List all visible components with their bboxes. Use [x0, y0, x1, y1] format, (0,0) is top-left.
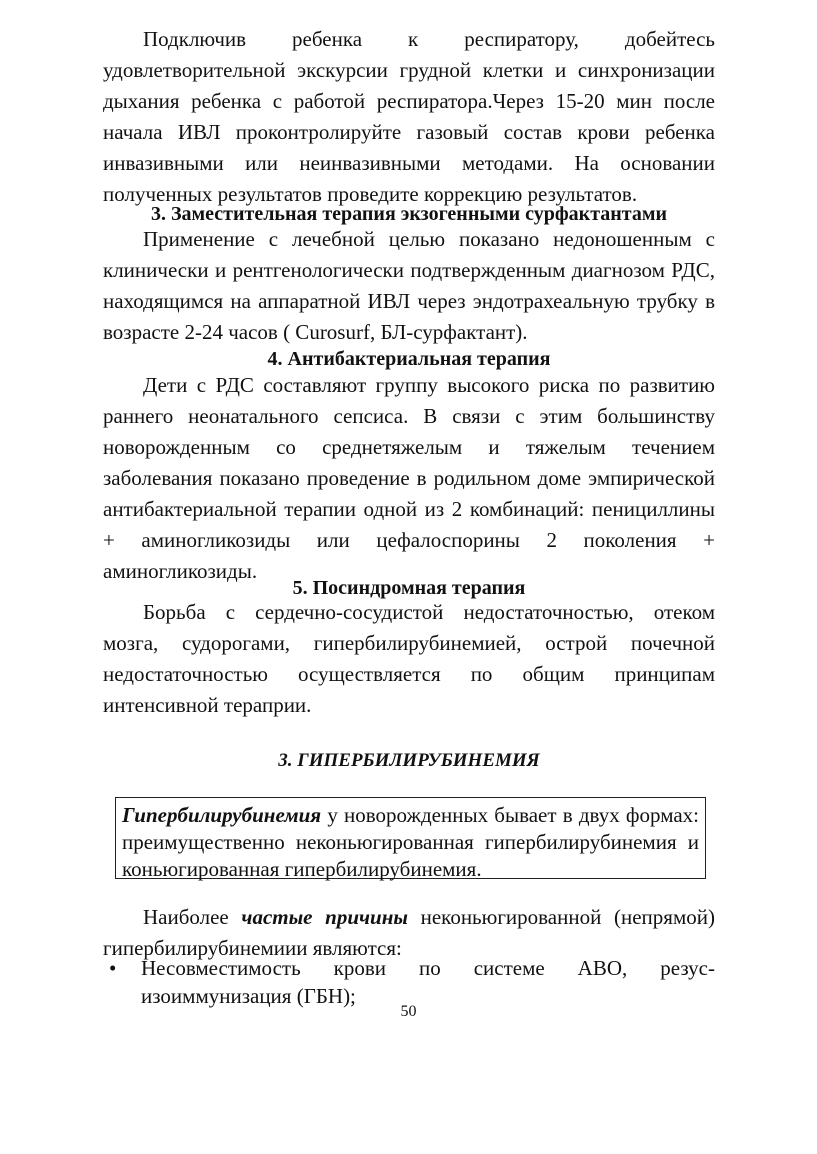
- page-number: 50: [400, 1003, 417, 1020]
- causes-emphasis: частые причины: [241, 905, 408, 929]
- section-heading-surfactant: 3. Заместительная терапия экзогенными сурфактантами: [150, 203, 668, 225]
- intro-paragraph: Подключив ребенка к респиратору, добейтесь удовлетворительной экскурсии грудной клетки и синхронизации дыхания ребенка с работой респиратора.Через 15-20 мин после начала ИВЛ проконтролируйте газовый состав крови ребенка инвазивными или неинвазивными методами. На основании полученных результатов проведите коррекцию результатов.: [103, 27, 715, 206]
- chapter-title: 3. ГИПЕРБИЛИРУБИНЕМИЯ: [278, 750, 540, 771]
- causes-rest: неконьюгированной (непрямой) гипербилирубинемиии являются:: [103, 905, 715, 960]
- bullet-marker: •: [109, 956, 117, 980]
- section-paragraph-surfactant: Применение с лечебной целью показано недоношенным с клинически и рентгенологически подтвержденным диагнозом РДС, находящимся на аппаратной ИВЛ через эндотрахеальную трубку в возрасте 2-24 часов ( Curosurf, БЛ-сурфактант).: [103, 227, 715, 344]
- section-heading-syndromic: 5. Посиндромная терапия: [292, 577, 526, 599]
- definition-body: у новорожденных бывает в двух формах: преимущественно неконьюгированная гипербилирубинемия и коньюгированная гипербилирубинемия.: [122, 803, 699, 881]
- definition-box: [115, 797, 706, 879]
- section-paragraph-syndromic: Борьба с сердечно-сосудистой недостаточностью, отеком мозга, судорогами, гипербилирубинемией, острой почечной недостаточностью осуществляется по общим принципам интенсивной тераприи.: [103, 600, 715, 717]
- section-paragraph-antibacterial: Дети с РДС составляют группу высокого риска по развитию раннего неонатального сепсиса. В связи с этим большинству новорожденным со среднетяжелым и тяжелым течением заболевания показано проведение в родильном доме эмпирической антибактериальной терапии одной из 2 комбинаций: пенициллины + аминогликозиды или цефалоспорины 2 поколения + аминогликозиды.: [103, 373, 715, 583]
- bullet-text: Несовместимость крови по системе АВО, резус-изоиммунизация (ГБН);: [141, 956, 715, 1008]
- list-item: [103, 954, 715, 1010]
- causes-lead: Наиболее: [143, 905, 242, 929]
- definition-term: Гипербилирубинемия: [122, 803, 322, 827]
- definition-text: [122, 802, 699, 883]
- section-heading-antibacterial: 4. Антибактериальная терапия: [267, 348, 551, 370]
